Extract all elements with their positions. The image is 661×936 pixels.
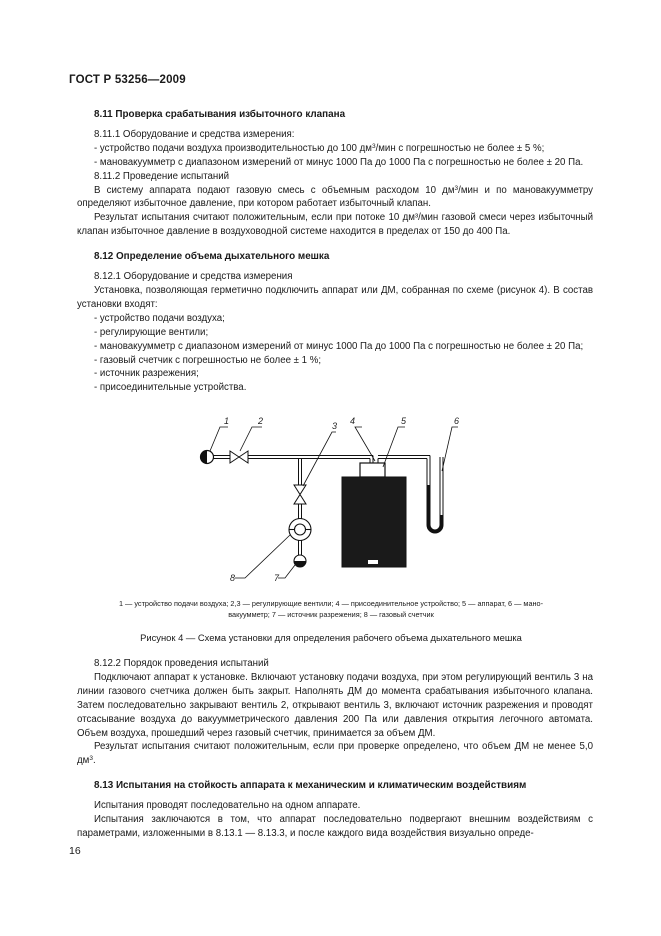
para-8-12-2-procedure: Подключают аппарат к установке. Включают установку подачи воздуха, при этом регулирующий вентиль 3 на линии газового счетчика должен быть закрыт. Наполнять ДМ до момента срабатывания избыточного клапана. Затем последовательно закрывают вентиль 2, открывают вентиль 3, включают источник разрежения и проводят отсасывание воздуха до вакуумметрического давления 200 Па или давления открытия легочного автомата. Объем воздуха, прошедший через газовый счетчик, принимается за объем ДМ. [77,671,593,739]
figure-label-7: 7 [274,573,280,583]
legend-line: 1 — устройство подачи воздуха; 2,3 — регулирующие вентили; 4 — присоединительное устройство; 5 — аппарат, 6 — мано- [118,599,544,608]
list-item: - устройство подачи воздуха; [94,312,225,324]
figure-label-5: 5 [401,416,407,426]
connector-symbol [360,463,385,477]
list-item: - газовый счетчик с погрешностью не более ± 1 %; [94,354,322,366]
vacuum-source-symbol [294,555,306,567]
para-8-13-2: Испытания заключаются в том, что аппарат последовательно подвергают внешним воздействиям с параметрами, изложенными в 8.13.1 — 8.13.3, и после каждого вида воздействия визуально опреде- [77,814,593,839]
para-8-11-1: 8.11.1 Оборудование и средства измерения: [94,128,295,140]
figure-legend [68,599,594,620]
figure-caption: Рисунок 4 — Схема установки для определения рабочего объема дыхательного мешка [140,632,522,643]
legend-line: вакуумметр; 7 — источник разрежения; 8 — газовый счетчик [228,609,434,619]
air-supply-symbol [201,451,214,464]
figure-label-2: 2 [258,416,264,426]
para-8-11-procedure: В систему аппарата подают газовую смесь с объемным расходом 10 $дм^3$/мин и по мановакуумметру определяют избыточное давление, при котором работает избыточный клапан. [77,184,593,210]
para-8-13-1: Испытания проводят последовательно на одном аппарате. [94,800,361,812]
text-block-top [77,108,593,395]
list-item: - мановакуумметр с диапазоном измерений от минус 1000 Па до 1000 Па с погрешностью не более ± 20 Па; [94,340,584,352]
figure-label-8: 8 [230,573,236,583]
figure-label-1: 1 [224,416,230,426]
valve-2-symbol [230,451,248,463]
gas-counter-symbol [289,519,311,541]
heading-8-13: 8.13 Испытания на стойкость аппарата к механическим и климатическим воздействиям [94,780,527,792]
page-number: 16 [69,845,81,857]
text-block-bottom [77,657,593,841]
heading-8-12: 8.12 Определение объема дыхательного мешка [94,251,330,263]
para-8-11-result: Результат испытания считают положительным, если при потоке 10 дм³/мин газовой смеси через избыточный клапан избыточное давление в воздуховодной системе находится в пределах от 150 до 400 Па. [77,212,593,238]
para-8-11-gauge: - мановакуумметр с диапазоном измерений от минус 1000 Па до 1000 Па с погрешностью не более ± 20 Па. [94,156,584,168]
leader-lines [210,427,458,578]
standard-header: ГОСТ Р 53256—2009 [69,74,186,86]
para-8-12-2: 8.12.2 Порядок проведения испытаний [94,658,269,669]
list-item: - присоединительные устройства. [94,382,247,394]
figure-label-4: 4 [350,416,356,426]
figure-label-6: 6 [454,416,460,426]
list-item: - источник разрежения; [94,368,199,380]
heading-8-11: 8.11 Проверка срабатывания избыточного клапана [94,109,346,120]
list-item: - регулирующие вентили; [94,326,209,338]
para-8-12-2-result: Результат испытания считают положительным, если при проверке определено, что объем ДМ не менее 5,0 $дм^3$. [77,741,593,767]
valve-3-symbol [294,485,306,504]
figure-label-3: 3 [332,421,338,431]
para-8-11-air: - устройство подачи воздуха производительностью до 100 $дм^3$/мин с погрешностью не более ± 5 %; [94,142,545,154]
para-8-12-setup: Установка, позволяющая герметично подключить аппарат или ДМ, собранная по схеме (рисунок 4). В состав установки входят: [77,284,593,310]
para-8-12-1: 8.12.1 Оборудование и средства измерения [94,271,293,283]
apparatus-symbol [342,477,406,567]
figure-4-schematic [190,407,480,587]
para-8-11-2: 8.11.2 Проведение испытаний [94,170,230,182]
